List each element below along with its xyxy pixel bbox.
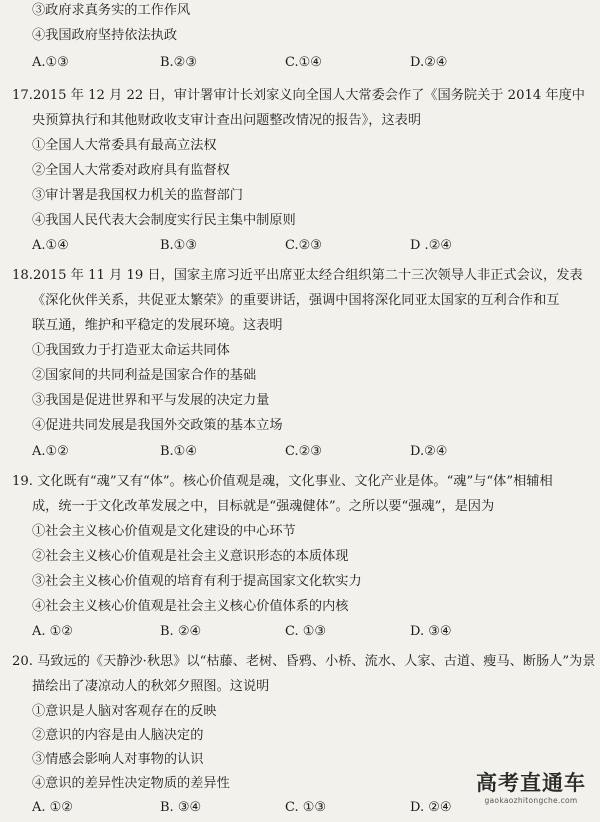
q19-option-c: C. ①③ xyxy=(285,624,327,639)
q19-option-a: A. ①② xyxy=(32,624,73,639)
q20-option-c: C. ①③ xyxy=(285,800,327,815)
q16-option-a: A.①③ xyxy=(32,55,69,70)
q19-option-b: B. ②④ xyxy=(160,624,202,639)
q16-statement-3: ③政府求真务实的工作作风 xyxy=(32,3,191,18)
q19-stem-line-2: 成，统一于文化改革发展之中，目标就是“强魂健体”。之所以要“强魂”，是因为 xyxy=(32,499,495,514)
q17-option-b: B.①③ xyxy=(160,238,197,253)
q18-option-a: A.①② xyxy=(32,444,69,459)
q17-statement-1: ①全国人大常委具有最高立法权 xyxy=(32,138,217,153)
q18-stem-line-3: 联互通，维护和平稳定的发展环境。这表明 xyxy=(32,318,283,333)
q17-statement-4: ④我国人民代表大会制度实行民主集中制原则 xyxy=(32,213,296,228)
q16-option-d: D.②④ xyxy=(410,55,448,70)
q18-option-d: D.②④ xyxy=(410,444,448,459)
q18-option-b: B.①④ xyxy=(160,444,197,459)
watermark-url: gaokaozhitongche.com xyxy=(484,796,578,805)
q20-statement-2: ②意识的内容是由人脑决定的 xyxy=(32,728,204,743)
q17-stem-line-2: 央预算执行和其他财政收支审计查出问题整改情况的报告》，这表明 xyxy=(32,113,422,128)
q20-stem-line-2: 描绘出了凄凉动人的秋郊夕照图。这说明 xyxy=(32,679,270,694)
q20-stem-line-1: 20. 马致远的《天静沙·秋思》以“枯藤、老树、昏鸦、小桥、流水、人家、古道、瘦马、断肠人”为景 xyxy=(12,654,596,669)
q17-statement-2: ②全国人大常委对政府具有监督权 xyxy=(32,163,230,178)
q19-option-d: D. ③④ xyxy=(410,624,452,639)
q20-option-d: D. ②④ xyxy=(410,800,452,815)
q20-statement-4: ④意识的差异性决定物质的差异性 xyxy=(32,776,230,791)
watermark xyxy=(468,770,594,805)
q19-stem-line-1: 19. 文化既有“魂”又有“体”。核心价值观是魂，文化事业、文化产业是体。“魂”与“体”相辅相 xyxy=(12,474,553,489)
q17-option-c: C.②③ xyxy=(285,238,322,253)
q20-option-b: B. ③④ xyxy=(160,800,202,815)
q20-option-a: A. ①② xyxy=(32,800,73,815)
q17-option-a: A.①④ xyxy=(32,238,69,253)
watermark-title: 高考直通车 xyxy=(476,771,586,795)
q20-statement-1: ①意识是人脑对客观存在的反映 xyxy=(32,704,217,719)
q17-option-d: D .②④ xyxy=(410,238,452,253)
q18-option-c: C.②③ xyxy=(285,444,322,459)
q16-statement-4: ④我国政府坚持依法执政 xyxy=(32,28,178,43)
q16-option-b: B.②③ xyxy=(160,55,197,70)
q18-stem-line-2: 《深化伙伴关系，共促亚太繁荣》的重要讲话，强调中国将深化同亚太国家的互利合作和互 xyxy=(32,293,560,308)
q19-statement-3: ③社会主义核心价值观的培育有利于提高国家文化软实力 xyxy=(32,574,362,589)
q18-statement-2: ②国家间的共同利益是国家合作的基础 xyxy=(32,368,257,383)
q17-stem-line-1: 17.2015 年 12 月 22 日，审计署审计长刘家义向全国人大常委会作了《国务院关于 2014 年度中 xyxy=(12,88,585,103)
q19-statement-1: ①社会主义核心价值观是文化建设的中心环节 xyxy=(32,524,296,539)
q18-statement-1: ①我国致力于打造亚太命运共同体 xyxy=(32,343,230,358)
q19-statement-2: ②社会主义核心价值观是社会主义意识形态的本质体现 xyxy=(32,549,349,564)
q18-statement-3: ③我国是促进世界和平与发展的决定力量 xyxy=(32,393,270,408)
q18-stem-line-1: 18.2015 年 11 月 19 日，国家主席习近平出席亚太经合组织第二十三次领导人非正式会议，发表 xyxy=(12,268,583,283)
q16-option-c: C.①④ xyxy=(285,55,322,70)
q19-statement-4: ④社会主义核心价值观是社会主义核心价值体系的内核 xyxy=(32,599,349,614)
q17-statement-3: ③审计署是我国权力机关的监督部门 xyxy=(32,188,243,203)
q20-statement-3: ③情感会影响人对事物的认识 xyxy=(32,752,204,767)
q18-statement-4: ④促进共同发展是我国外交政策的基本立场 xyxy=(32,418,283,433)
